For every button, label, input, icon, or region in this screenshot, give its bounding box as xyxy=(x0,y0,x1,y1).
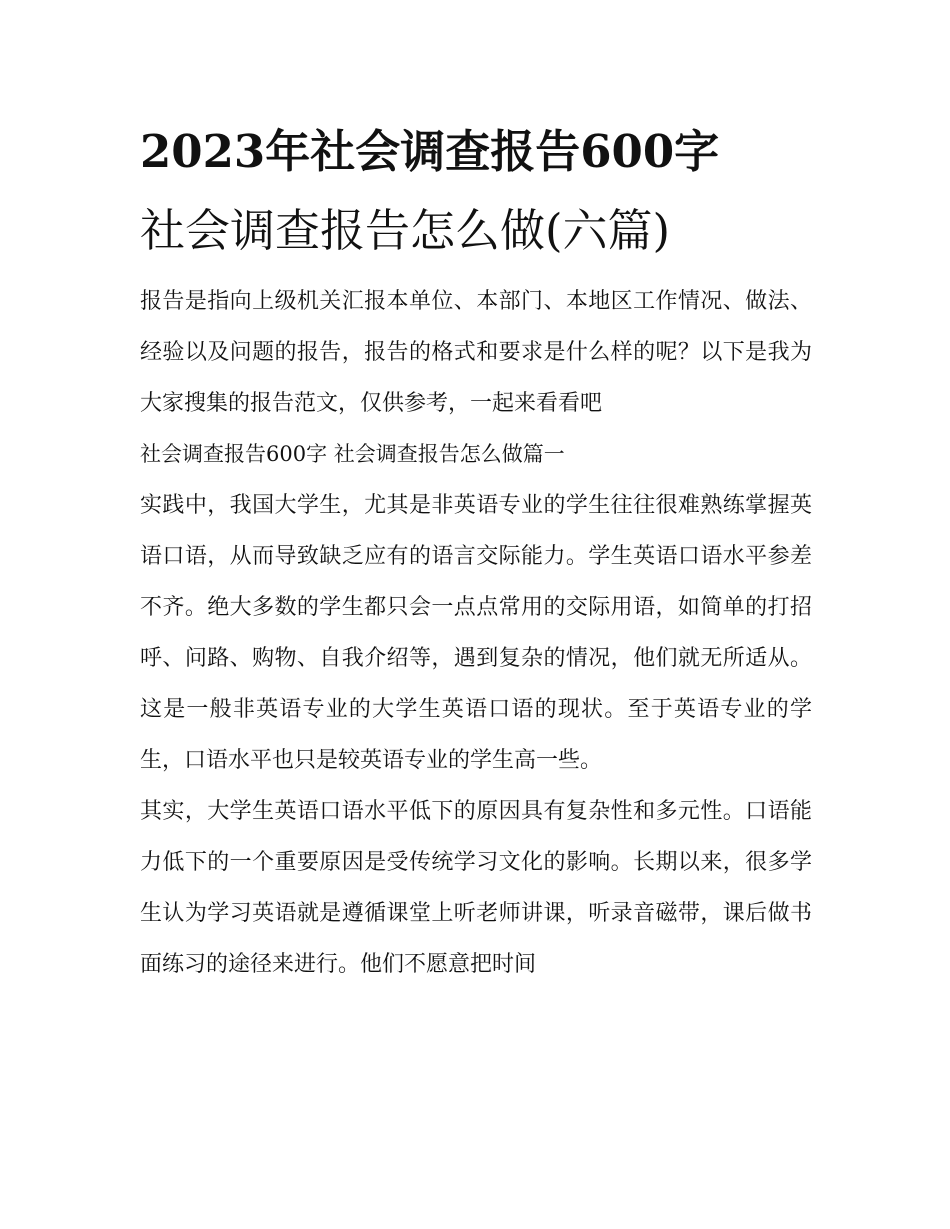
title-line-1: 2023年社会调查报告600字 xyxy=(140,125,720,178)
title-line-2: 社会调查报告怎么做(六篇) xyxy=(140,204,671,257)
intro-paragraph: 报告是指向上级机关汇报本单位、本部门、本地区工作情况、做法、经验以及问题的报告，报告的格式和要求是什么样的呢？以下是我为大家搜集的报告范文，仅供参考，一起来看看吧 xyxy=(140,289,812,416)
document-title xyxy=(140,112,812,270)
body-paragraph-2: 其实，大学生英语口语水平低下的原因具有复杂性和多元性。口语能力低下的一个重要原因是受传统学习文化的影响。长期以来，很多学生认为学习英语就是遵循课堂上听老师讲课，听录音磁带，课后做书面练习的途径来进行。他们不愿意把时间 xyxy=(140,799,812,977)
document-page xyxy=(140,112,812,990)
section-heading: 社会调查报告600字 社会调查报告怎么做篇一 xyxy=(140,442,565,466)
body-paragraph-1: 实践中，我国大学生，尤其是非英语专业的学生往往很难熟练掌握英语口语，从而导致缺乏应有的语言交际能力。学生英语口语水平参差不齐。绝大多数的学生都只会一点点常用的交际用语，如简单的打招呼、问路、购物、自我介绍等，遇到复杂的情况，他们就无所适从。这是一般非英语专业的大学生英语口语的现状。至于英语专业的学生，口语水平也只是较英语专业的学生高一些。 xyxy=(140,493,812,773)
